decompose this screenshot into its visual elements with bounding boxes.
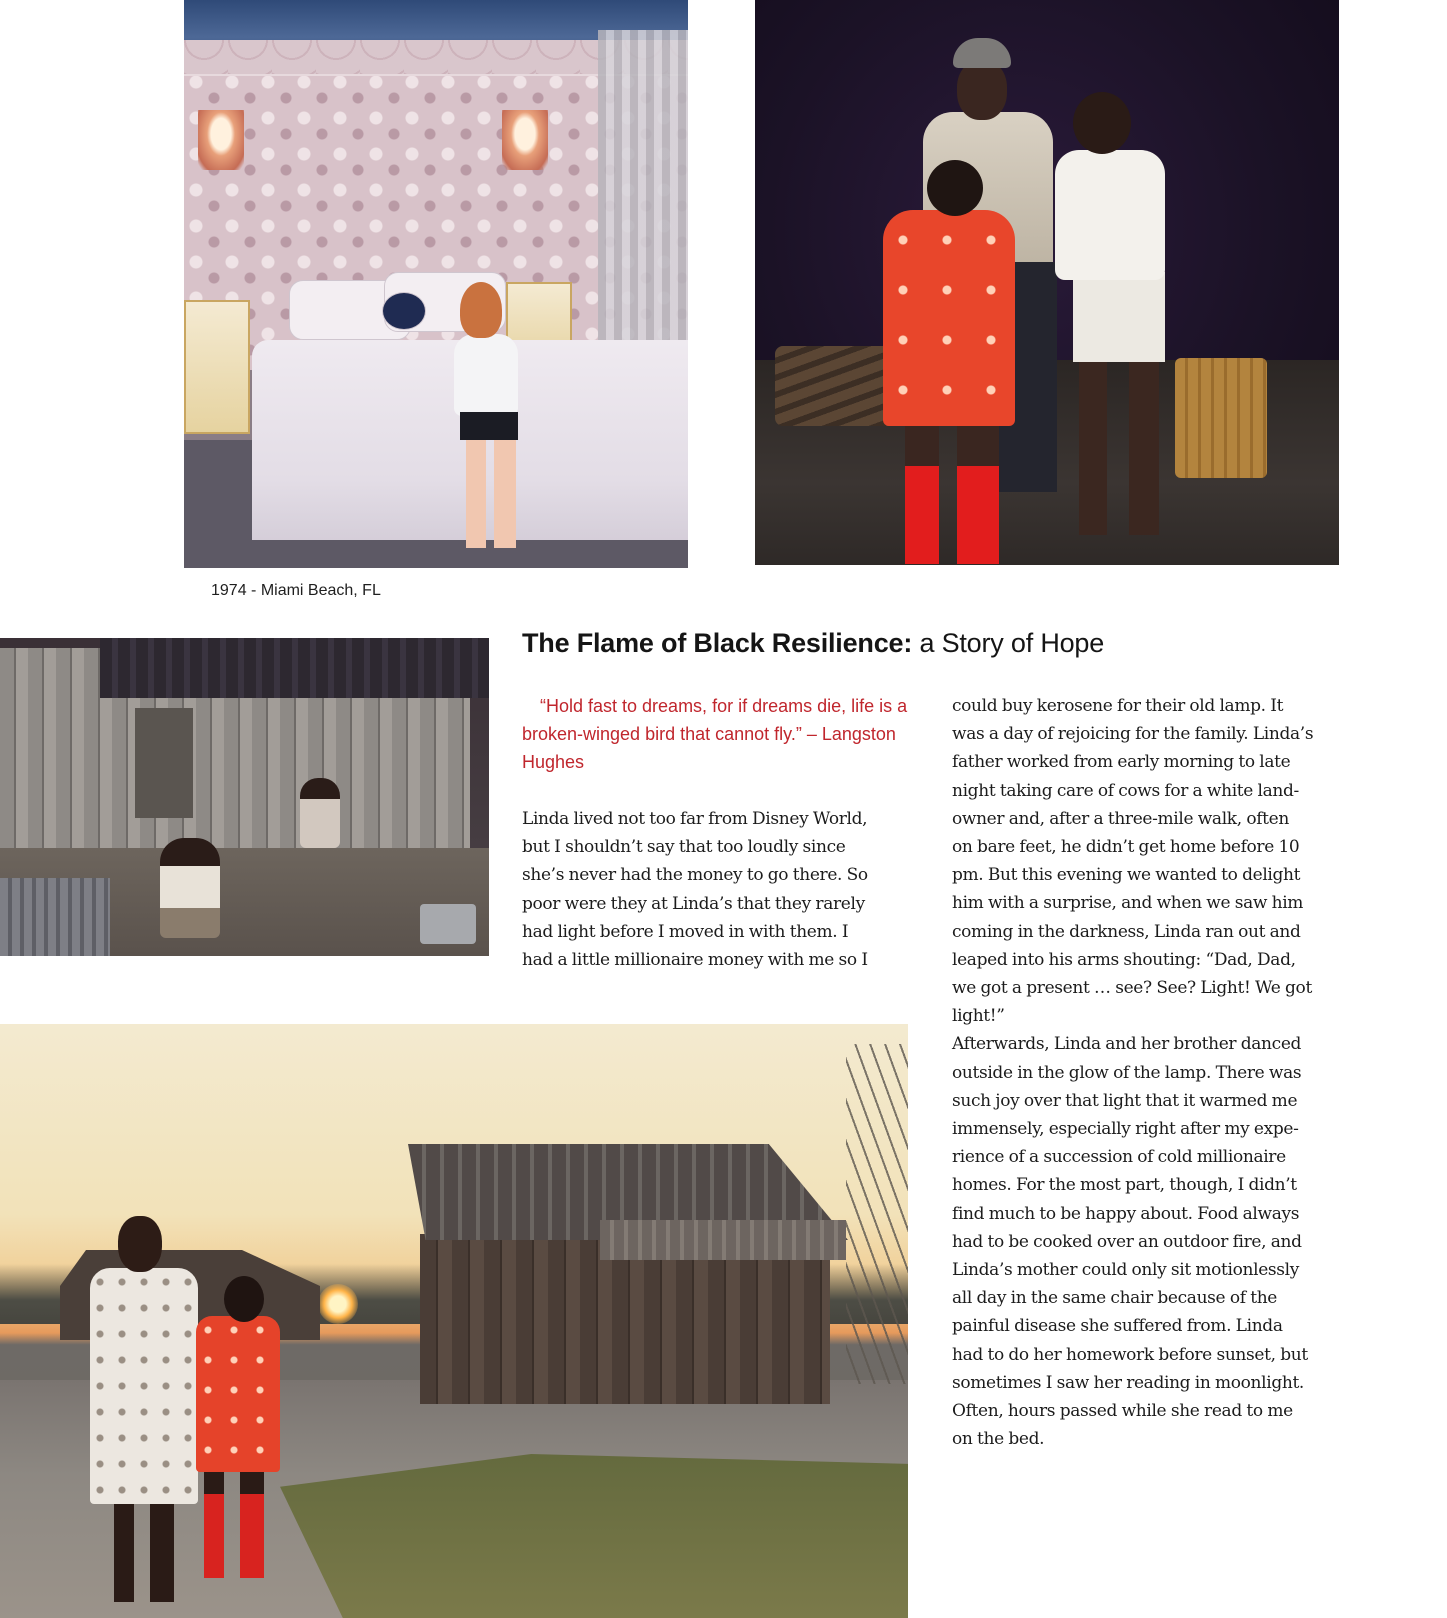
girl-legs [905, 424, 999, 468]
story-line: but I shouldn’t say that too loudly since [522, 837, 846, 858]
story-line: pm. But this evening we wanted to delight [952, 865, 1301, 886]
nightstand-left [184, 300, 250, 434]
story-line: Afterwards, Linda and her brother danced [952, 1034, 1302, 1055]
story-line: had to be cooked over an outdoor fire, and [952, 1231, 1302, 1252]
article-title [522, 628, 1104, 659]
story-line: light!” [952, 1006, 1005, 1027]
photo-bedroom-miami-beach [184, 0, 688, 568]
boy-head [1073, 92, 1131, 154]
story-line: outside in the glow of the lamp. There was [952, 1062, 1302, 1083]
chandelier-right [502, 110, 548, 170]
setting-sun [318, 1284, 358, 1324]
tin-sheets [0, 878, 110, 956]
story-line: on bare feet, he didn’t get home before 10 [952, 837, 1300, 858]
girl-legs [466, 438, 516, 548]
story-line: such joy over that light that it warmed me [952, 1090, 1298, 1111]
father-cap [953, 38, 1011, 68]
person-bending [160, 838, 220, 938]
story-line: painful disease she suffered from. Linda [952, 1316, 1283, 1337]
mother-head [118, 1216, 162, 1272]
curtain [598, 30, 688, 390]
boy-shirt [1055, 150, 1165, 280]
person-seated [300, 778, 340, 848]
girl-head [927, 160, 983, 216]
story-line: all day in the same chair because of the [952, 1288, 1277, 1309]
story-line: father worked from early morning to late [952, 752, 1291, 773]
epigraph-quote: “Hold fast to dreams, for if dreams die, life is a broken-winged bird that cannot fly.” – Langston Hughes [522, 696, 908, 772]
washtub [420, 904, 476, 944]
story-column-left [522, 805, 920, 974]
grass-patch [280, 1454, 908, 1618]
shack-porch-roof [600, 1220, 846, 1260]
story-line: Linda’s mother could only sit motionlessly [952, 1260, 1299, 1281]
father-head [957, 60, 1007, 120]
girl-sweater [454, 334, 518, 416]
photo-sunset-shack [0, 1024, 908, 1618]
bare-tree [846, 1044, 908, 1384]
girl-head [224, 1276, 264, 1322]
story-line: leaped into his arms shouting: “Dad, Dad, [952, 949, 1296, 970]
chandelier-left [198, 110, 244, 170]
story-line: we got a present … see? See? Light! We got [952, 978, 1312, 999]
doorway [135, 708, 193, 818]
photo-caption: 1974 - Miami Beach, FL [211, 582, 381, 599]
photo-shack-porch [0, 638, 489, 956]
girl-red-dress [883, 210, 1015, 426]
boy-legs [1079, 360, 1159, 535]
mother-legs [114, 1502, 174, 1602]
title-bold: The Flame of Black Resilience: [522, 628, 913, 658]
story-line: Linda lived not too far from Disney World, [522, 809, 868, 829]
story-line: him with a surprise, and when we saw him [952, 893, 1304, 914]
story-line: owner and, after a three-mile walk, often [952, 808, 1289, 829]
navy-pillow [382, 292, 426, 330]
boy-shorts [1073, 272, 1165, 362]
girl-hair [460, 282, 502, 338]
story-line: coming in the darkness, Linda ran out and [952, 921, 1301, 942]
story-line: had to do her homework before sunset, but [952, 1344, 1308, 1365]
girl-red-socks [905, 466, 999, 564]
story-line: on the bed. [952, 1429, 1045, 1450]
bushel-basket [1175, 358, 1267, 478]
story-line: night taking care of cows for a white land- [952, 780, 1299, 801]
photo-night-family [755, 0, 1339, 565]
story-line: rience of a succession of cold millionaire [952, 1147, 1286, 1168]
girl-legs [204, 1470, 264, 1496]
story-line: immensely, especially right after my expe- [952, 1119, 1299, 1140]
girl-shorts [460, 412, 518, 440]
story-line: was a day of rejoicing for the family. Linda’s [952, 724, 1314, 745]
title-subtitle: a Story of Hope [912, 628, 1105, 658]
story-line: could buy kerosene for their old lamp. It [952, 696, 1284, 716]
girl-red-dress [196, 1316, 280, 1472]
girl-red-socks [204, 1494, 264, 1578]
story-line: homes. For the most part, though, I didn’t [952, 1175, 1297, 1196]
story-line: poor were they at Linda’s that they rarely [522, 893, 865, 914]
story-line: sometimes I saw her reading in moonlight. [952, 1372, 1304, 1393]
story-line: had a little millionaire money with me so I [522, 950, 868, 971]
story-line: had light before I moved in with them. I [522, 921, 849, 942]
mother-dress [90, 1268, 198, 1504]
story-line: Often, hours passed while she read to me [952, 1401, 1293, 1422]
story-line: she’s never had the money to go there. So [522, 865, 868, 886]
story-column-right [952, 692, 1352, 1453]
story-line: find much to be happy about. Food always [952, 1203, 1300, 1224]
porch-roof [100, 638, 489, 698]
